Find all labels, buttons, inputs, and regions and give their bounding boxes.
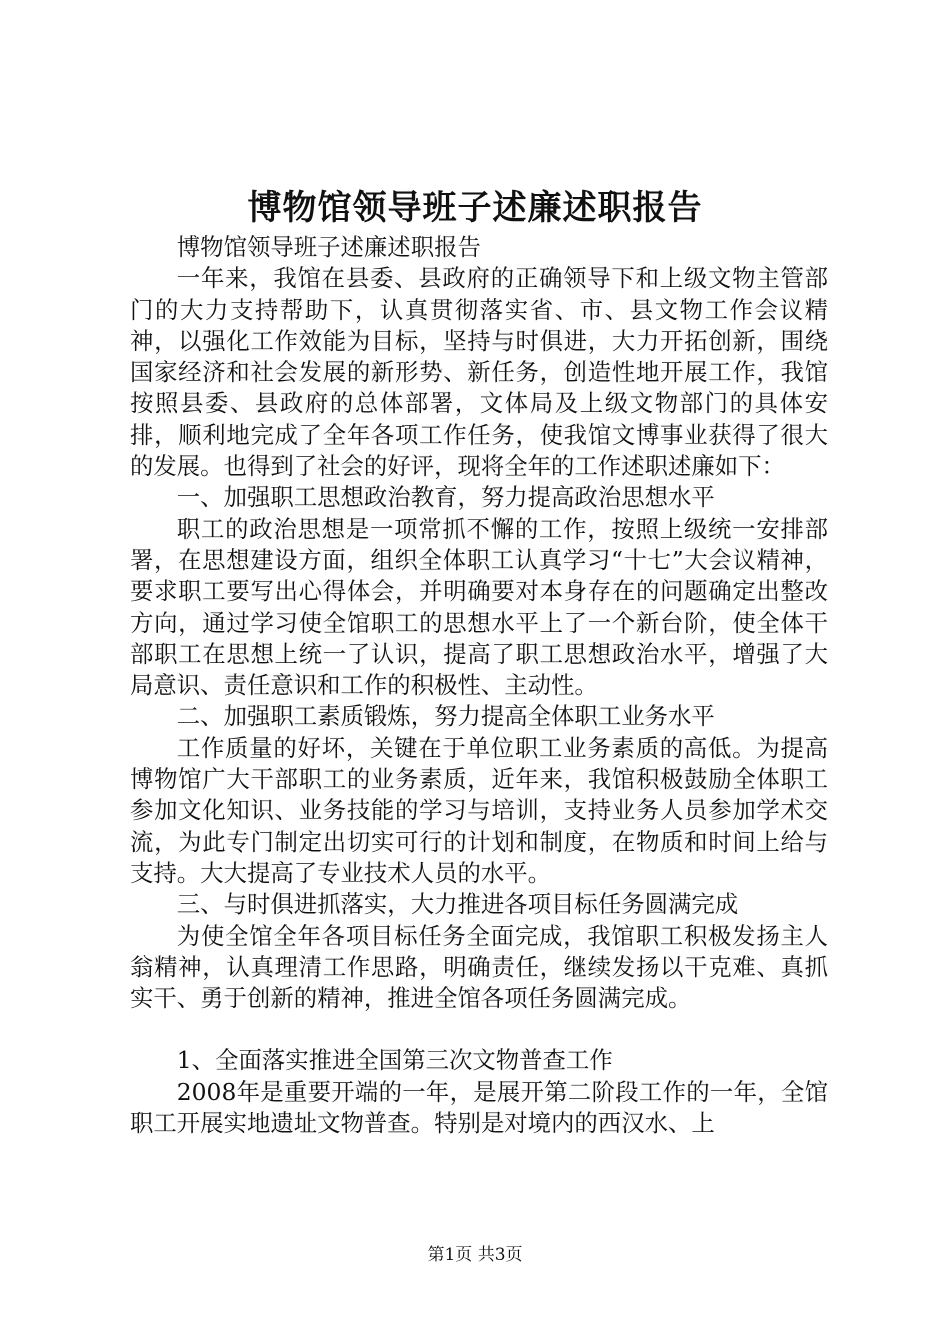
section-heading-3: 三、与时俱进抓落实，大力推进各项目标任务圆满完成: [176, 890, 739, 919]
paragraph-section-1: 职工的政治思想是一项常抓不懈的工作，按照上级统一安排部署，在思想建设方面，组织全体职工认真学习“十七”大会议精神，要求职工要写出心得体会，并明确要对本身存在的问题确定出整改方向，通过学习使全馆职工的思想水平上了一个新台阶，使全体干部职工在思想上统一了认识，提高了职工思想政治水平，增强了大局意识、责任意识和工作的积极性、主动性。: [130, 514, 828, 700]
section-heading-2: 二、加强职工素质锻炼，努力提高全体职工业务水平: [176, 702, 715, 731]
page-footer: 第1页 共3页: [427, 1245, 523, 1265]
subsection-heading-1: 1、全面落实推进全国第三次文物普查工作: [176, 1046, 613, 1075]
section-heading-1: 一、加强职工思想政治教育，努力提高政治思想水平: [176, 483, 715, 512]
page-title: 博物馆领导班子述廉述职报告: [247, 188, 703, 228]
paragraph-spacer: [130, 1014, 828, 1045]
paragraph-subsection-1: 2008年是重要开端的一年，是展开第二阶段工作的一年，全馆职工开展实地遗址文物普查。特别是对境内的西汉水、上: [130, 1077, 828, 1138]
paragraph-intro: 一年来，我馆在县委、县政府的正确领导下和上级文物主管部门的大力支持帮助下，认真贯彻落实省、市、县文物工作会议精神，以强化工作效能为目标，坚持与时俱进，大力开拓创新，围绕国家经济和社会发展的新形势、新任务，创造性地开展工作，我馆按照县委、县政府的总体部署，文体局及上级文物部门的具体安排，顺利地完成了全年各项工作任务，使我馆文博事业获得了很大的发展。也得到了社会的好评，现将全年的工作述职述廉如下：: [130, 264, 828, 481]
document-body: [130, 232, 828, 1139]
paragraph-section-2: 工作质量的好坏，关键在于单位职工业务素质的高低。为提高博物馆广大干部职工的业务素质，近年来，我馆积极鼓励全体职工参加文化知识、业务技能的学习与培训，支持业务人员参加学术交流，为此专门制定出切实可行的计划和制度，在物质和时间上给与支持。大大提高了专业技术人员的水平。: [130, 733, 828, 887]
document-subtitle: 博物馆领导班子述廉述职报告: [176, 233, 481, 261]
paragraph-section-3: 为使全馆全年各项目标任务全面完成，我馆职工积极发扬主人翁精神，认真理清工作思路，明确责任，继续发扬以干克难、真抓实干、勇于创新的精神，推进全馆各项任务圆满完成。: [130, 921, 828, 1013]
